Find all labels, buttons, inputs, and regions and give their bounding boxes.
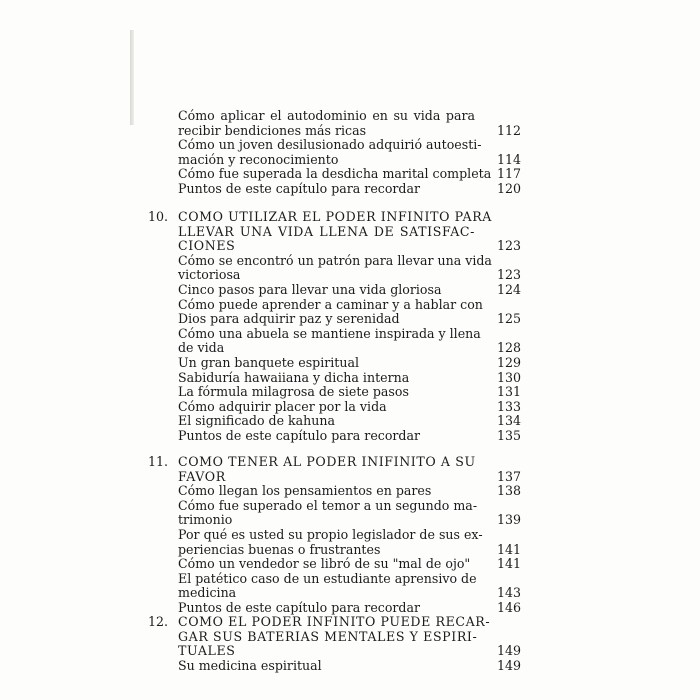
toc-entry-line xyxy=(178,585,521,600)
toc-entry-page-number: 139 xyxy=(496,512,521,528)
chapter-number: 12. xyxy=(148,614,169,629)
toc-entry-line xyxy=(178,571,521,586)
toc-entry-text: El significado de kahuna xyxy=(178,413,336,429)
toc-entry-line xyxy=(178,326,521,341)
toc-entry-page-number: 130 xyxy=(496,369,521,385)
toc-entry-page-number: 133 xyxy=(496,398,521,414)
toc-entry-text: Cómo llegan los pensamientos en pares xyxy=(178,483,432,499)
toc-entry-page-number: 141 xyxy=(496,541,521,557)
toc-entry-line xyxy=(178,428,521,443)
toc-entry-text: Cómo un joven desilusionado adquirió autoesti- xyxy=(178,137,482,153)
toc-entry-line xyxy=(178,498,521,513)
toc-entry-text: Puntos de este capítulo para recordar xyxy=(178,428,421,443)
toc-entry-text: Cinco pasos para llevar una vida gloriosa xyxy=(178,282,442,297)
toc-entry-page-number: 112 xyxy=(496,122,521,138)
chapter-heading-text: FAVOR xyxy=(178,468,226,484)
toc-entry-page-number: 120 xyxy=(496,181,521,196)
chapter-heading-page-number: 123 xyxy=(496,238,521,254)
toc-entry-text: Por qué es usted su propio legislador de sus ex- xyxy=(178,527,483,542)
toc-entry-text: Cómo fue superada la desdicha marital completa xyxy=(178,166,492,182)
chapter-heading-line xyxy=(178,209,521,224)
chapter-heading-text: LLEVAR UNA VIDA LLENA DE SATISFAC- xyxy=(178,223,475,239)
toc-entry-page-number: 124 xyxy=(496,282,521,297)
toc-entry-line xyxy=(178,253,521,268)
toc-entry-line xyxy=(178,399,521,414)
toc-entry-line xyxy=(178,556,521,571)
toc-entry-text: El patético caso de un estudiante aprensivo de xyxy=(178,570,477,586)
toc-entry-line xyxy=(178,152,521,167)
toc-entry-text: Cómo puede aprender a caminar y a hablar con xyxy=(178,296,483,312)
toc-entry-text: Cómo aplicar el autodominio en su vida para xyxy=(178,108,475,123)
toc-entry-text: recibir bendiciones más ricas xyxy=(178,122,367,138)
toc-entry-text: Puntos de este capítulo para recordar xyxy=(178,181,421,196)
chapter-number: 10. xyxy=(148,209,169,224)
chapter-heading-line xyxy=(178,643,521,658)
chapter-heading-text: COMO EL PODER INFINITO PUEDE RECAR- xyxy=(178,614,491,629)
toc-entry-line xyxy=(178,527,521,542)
toc-entry-page-number: 143 xyxy=(496,585,521,601)
toc-entry-line xyxy=(178,108,521,123)
toc-entry-text: Sabiduría hawaiiana y dicha interna xyxy=(178,369,410,385)
toc-entry-page-number: 123 xyxy=(496,267,521,283)
toc-entry-text: Cómo un vendedor se libró de su "mal de ojo" xyxy=(178,556,471,572)
toc-entry-text: de vida xyxy=(178,340,225,356)
chapter-number: 11. xyxy=(148,454,169,469)
chapter-heading-text: TUALES xyxy=(178,643,236,659)
toc-entry-text: Cómo adquirir placer por la vida xyxy=(178,398,387,414)
toc-entry-line xyxy=(178,282,521,297)
toc-entry-line xyxy=(178,413,521,428)
toc-entry-line xyxy=(178,297,521,312)
chapter-heading-page-number: 137 xyxy=(496,468,521,484)
toc-entry-page-number: 134 xyxy=(496,413,521,429)
toc-entry-page-number: 129 xyxy=(496,355,521,370)
chapter-heading-text: GAR SUS BATERIAS MENTALES Y ESPIRI- xyxy=(178,628,478,644)
toc-entry-text: mación y reconocimiento xyxy=(178,151,339,167)
toc-entry-page-number: 114 xyxy=(496,151,521,167)
toc-entry-page-number: 128 xyxy=(496,340,521,356)
toc-entry-line xyxy=(178,123,521,138)
toc-entry-line xyxy=(178,340,521,355)
toc-entry-text: trimonio xyxy=(178,512,233,528)
toc-entry-line xyxy=(178,166,521,181)
toc-entry-text: La fórmula milagrosa de siete pasos xyxy=(178,384,409,400)
toc-entry-line xyxy=(178,370,521,385)
chapter-heading-line xyxy=(178,224,521,239)
toc-entry-text: Dios para adquirir paz y serenidad xyxy=(178,311,400,327)
toc-entry-text: Cómo una abuela se mantiene inspirada y llena xyxy=(178,325,481,341)
toc-entry-page-number: 125 xyxy=(496,311,521,327)
toc-entry-line xyxy=(178,600,521,615)
chapter-heading-line xyxy=(178,454,521,469)
toc-entry-page-number: 141 xyxy=(496,556,521,572)
toc-entry-text: Un gran banquete espiritual xyxy=(178,355,360,370)
toc-entry-line xyxy=(178,512,521,527)
toc-entry-page-number: 138 xyxy=(496,483,521,499)
toc-entry-page-number: 117 xyxy=(496,166,521,182)
chapter-heading-line xyxy=(178,238,521,253)
toc-entry-line xyxy=(178,181,521,196)
toc-entry-line xyxy=(178,267,521,282)
chapter-heading-page-number: 149 xyxy=(496,643,521,659)
toc-entry-line xyxy=(178,384,521,399)
toc-entry-line xyxy=(178,355,521,370)
toc-entry-text: Cómo se encontró un patrón para llevar una vida xyxy=(178,252,492,268)
toc-entry-page-number: 135 xyxy=(496,428,521,443)
chapter-heading-line xyxy=(178,469,521,484)
chapter-heading-text: COMO TENER AL PODER INIFINITO A SU xyxy=(178,454,476,469)
toc-entry-text: victoriosa xyxy=(178,267,241,283)
toc-entry-text: Su medicina espiritual xyxy=(178,657,322,673)
toc-entry-line xyxy=(178,311,521,326)
toc-entry-text: periencias buenas o frustrantes xyxy=(178,541,381,557)
toc-entry-page-number: 146 xyxy=(496,600,521,615)
toc-entry-page-number: 149 xyxy=(496,657,521,673)
toc-entry-text: Puntos de este capítulo para recordar xyxy=(178,600,421,615)
toc-entry-text: Cómo fue superado el temor a un segundo ma- xyxy=(178,497,478,513)
toc-entry-page-number: 131 xyxy=(496,384,521,400)
toc-entry-text: medicina xyxy=(178,585,237,601)
chapter-heading-line xyxy=(178,629,521,644)
toc-entry-line xyxy=(178,483,521,498)
chapter-heading-text: COMO UTILIZAR EL PODER INFINITO PARA xyxy=(178,209,492,224)
chapter-heading-line xyxy=(178,614,521,629)
chapter-heading-text: CIONES xyxy=(178,238,236,254)
toc-entry-line xyxy=(178,137,521,152)
toc-entry-line xyxy=(178,542,521,557)
toc-entry-line xyxy=(178,658,521,673)
